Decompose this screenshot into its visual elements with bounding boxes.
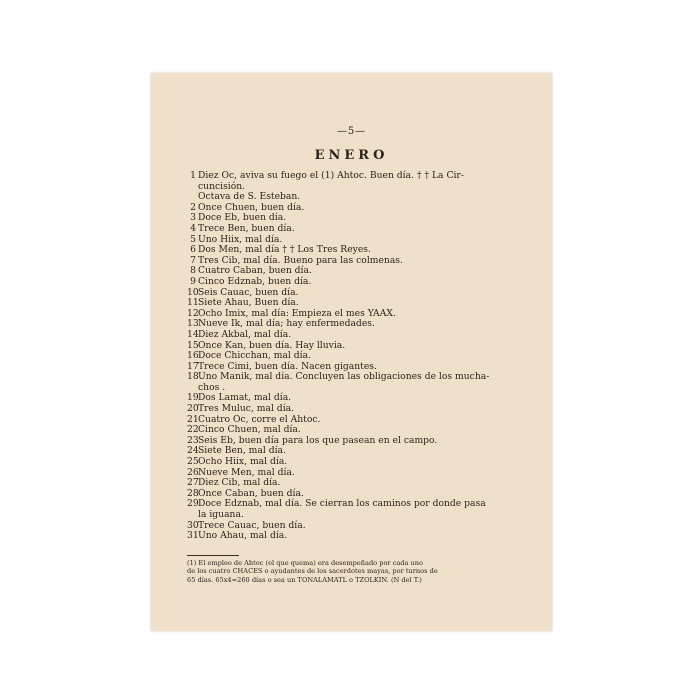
entry-day-number: 21	[187, 413, 199, 425]
calendar-entry	[187, 330, 517, 341]
entry-day-number: 30	[187, 519, 199, 531]
entry-text-line: Diez Cib, mal día.	[198, 477, 281, 489]
entry-day-number: 4	[190, 222, 196, 234]
entry-day-number: 10	[187, 286, 199, 298]
entry-text-line: Siete Ben, mal día.	[198, 445, 286, 457]
entry-day-number: 8	[190, 265, 196, 277]
entry-text-line: Uno Ahau, mal día.	[198, 530, 288, 542]
entry-text-line: Ocho Hiix, mal día.	[198, 456, 288, 468]
entry-day-number: 13	[187, 318, 199, 330]
footnote-line: de los cuatro CHACES o ayudantes de los sacerdotes mayas, por turnos de	[187, 567, 438, 576]
entry-day-number: 17	[187, 360, 199, 372]
entry-day-number: 23	[187, 434, 199, 446]
entry-text-line: Once Kan, buen día. Hay lluvia.	[198, 339, 346, 351]
entry-text-line: Cinco Edznab, buen día.	[198, 275, 312, 287]
month-title: ENERO	[314, 148, 389, 163]
entry-text-line: Uno Hiix, mal día.	[198, 233, 283, 245]
entry-text-line: Once Chuen, buen día.	[198, 201, 305, 213]
entry-text-line: Siete Ahau, Buen día.	[198, 297, 299, 309]
entry-day-number: 22	[187, 424, 199, 436]
book-page	[151, 73, 552, 631]
entry-text-line: Doce Chicchan, mal día.	[198, 350, 311, 362]
entry-text-line: Cuatro Caban, buen día.	[198, 265, 312, 277]
entry-day-number: 19	[187, 392, 199, 404]
calendar-entry	[187, 499, 517, 520]
entry-text-line: chos .	[198, 381, 226, 393]
calendar-entry	[187, 224, 517, 235]
entry-day-number: 27	[187, 477, 199, 489]
page-number: —5—	[336, 126, 367, 137]
entry-day-number: 15	[187, 339, 199, 351]
entry-day-number: 28	[187, 487, 199, 499]
entry-day-number: 11	[187, 297, 199, 309]
entry-text-line: Tres Cib, mal día. Bueno para las colmenas.	[198, 254, 403, 266]
entry-text-line: Cinco Chuen, mal día.	[198, 424, 301, 436]
footnote-line: 65 días. 65x4=260 días o sea un TONALAMATL o TZOLKIN. (N del T.)	[187, 575, 422, 584]
calendar-entries	[187, 171, 517, 542]
entry-day-number: 12	[187, 307, 199, 319]
entry-day-number: 9	[190, 275, 196, 287]
entry-text-line: Seis Eb, buen día para los que pasean en el campo.	[198, 434, 438, 446]
entry-text-line: Trece Cimi, buen día. Nacen gigantes.	[198, 360, 377, 372]
footnote-line: (1) El empleo de Ahtoc (el que quema) era desempeñado por cada uno	[187, 559, 424, 567]
entry-text-line: Uno Manik, mal día. Concluyen las obligaciones de los mucha-	[198, 371, 490, 383]
entry-text-line: Trece Ben, buen día.	[198, 222, 295, 234]
entry-day-number: 5	[190, 233, 196, 245]
entry-text-line: Nueve Ik, mal día; hay enfermedades.	[198, 318, 375, 330]
footnote	[187, 559, 517, 584]
entry-day-number: 16	[187, 350, 199, 362]
entry-day-number: 31	[187, 530, 199, 542]
entry-text-line: Seis Cauac, buen día.	[198, 286, 299, 298]
entry-day-number: 20	[187, 403, 199, 415]
entry-text-line: Diez Oc, aviva su fuego el (1) Ahtoc. Buen día. † † La Cir-	[198, 170, 464, 181]
entry-text-line: Dos Lamat, mal día.	[198, 392, 292, 404]
entry-text-line: Dos Men, mal día † † Los Tres Reyes.	[198, 244, 371, 256]
entry-day-number: 26	[187, 466, 199, 478]
entry-day-number: 1	[190, 170, 196, 181]
entry-text-line: Cuatro Oc, corre el Ahtoc.	[198, 413, 321, 425]
footnote-rule	[187, 555, 239, 556]
entry-text-line: Octava de S. Esteban.	[198, 191, 301, 203]
entry-text-line: Doce Edznab, mal día. Se cierran los caminos por donde pasa	[198, 498, 486, 510]
calendar-entry	[187, 531, 517, 542]
entry-day-number: 6	[190, 244, 196, 256]
entry-text-line: Trece Cauac, buen día.	[198, 519, 306, 531]
entry-day-number: 14	[187, 328, 199, 340]
entry-day-number: 3	[190, 212, 196, 224]
entry-text-line: cuncisión.	[198, 180, 246, 192]
calendar-entry	[187, 277, 517, 288]
entry-day-number: 7	[190, 254, 196, 266]
entry-day-number: 2	[190, 201, 196, 213]
entry-text-line: Doce Eb, buen día.	[198, 212, 287, 224]
entry-text-line: la iguana.	[198, 509, 244, 520]
entry-day-number: 18	[187, 371, 199, 383]
entry-text-line: Ocho Imix, mal día: Empieza el mes YAAX.	[198, 307, 396, 319]
entry-day-number: 24	[187, 445, 199, 457]
entry-text-line: Once Caban, buen día.	[198, 487, 304, 499]
entry-day-number: 25	[187, 456, 199, 468]
entry-text-line: Tres Muluc, mal día.	[198, 403, 295, 415]
entry-day-number: 29	[187, 498, 199, 510]
entry-text-line: Nueve Men, mal día.	[198, 466, 295, 478]
calendar-entry	[187, 372, 517, 393]
entry-text-line: Diez Akbal, mal día.	[198, 328, 292, 340]
calendar-entry	[187, 171, 517, 203]
